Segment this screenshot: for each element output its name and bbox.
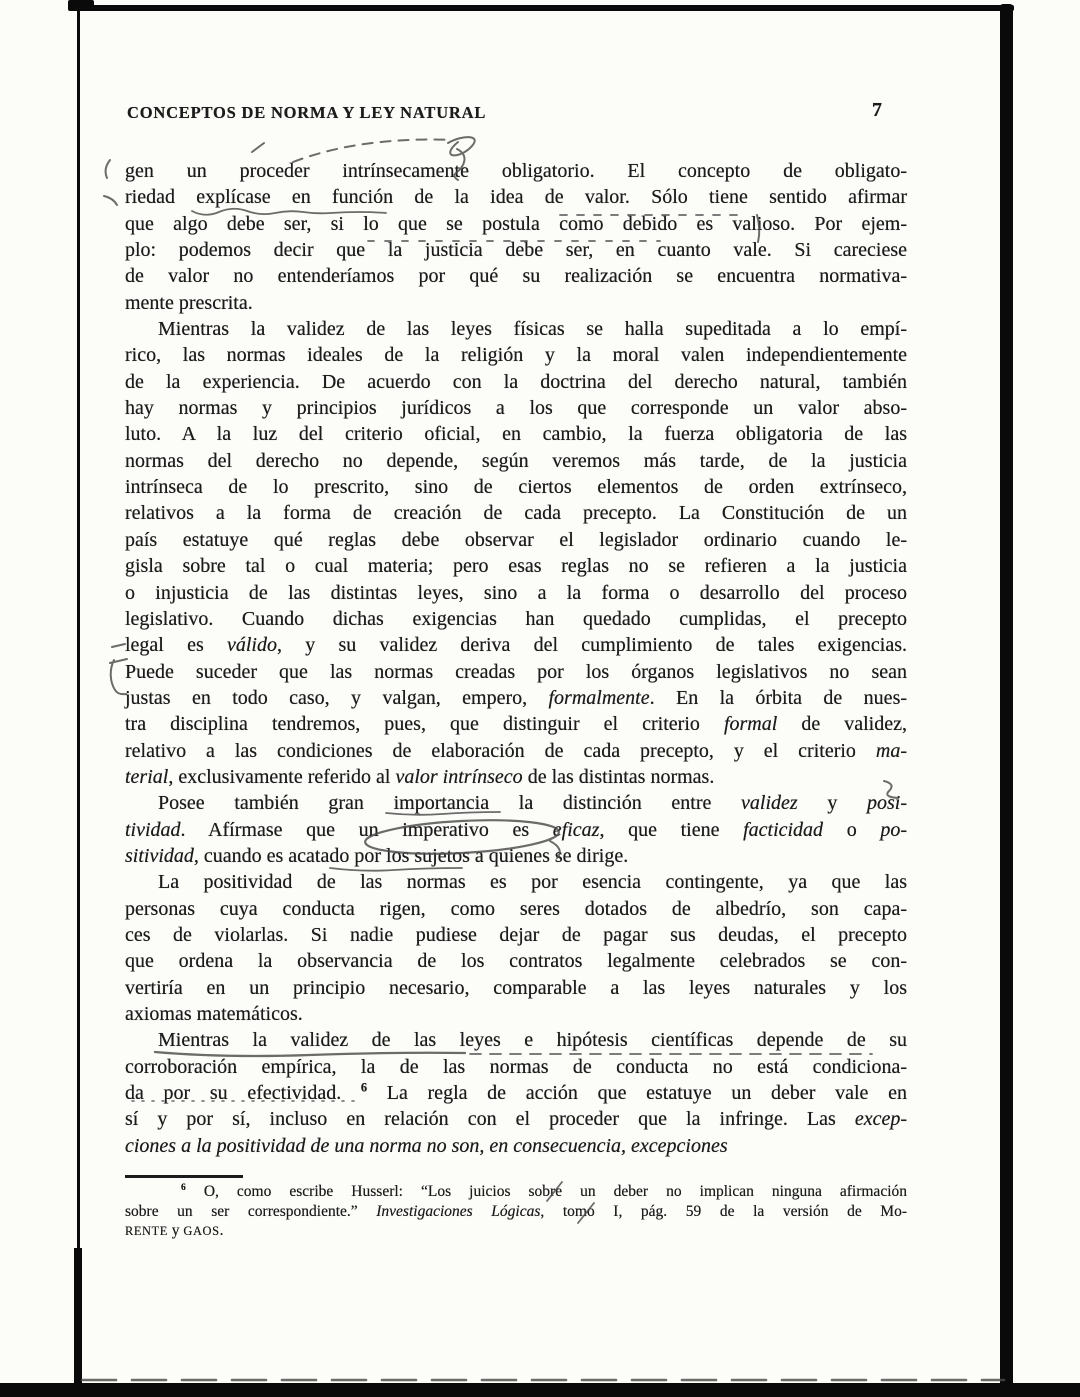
scan-edge-left: [77, 0, 80, 1397]
text-line: [125, 421, 907, 447]
text-segment: formalmente: [548, 686, 650, 709]
text-line: [125, 659, 907, 685]
text-segment: riedad explícase en función de la idea de valor. Sólo tiene sentido afirmar: [125, 186, 907, 209]
text-segment: país estatuye qué reglas debe observar el legislador ordinario cuando le-: [125, 528, 907, 551]
text-segment: corroboración empírica, la de las normas de conducta no está condiciona-: [125, 1055, 907, 1078]
text-segment: O, como escribe Husserl: “Los juicios sobre un deber no implican ninguna afirmación: [185, 1183, 907, 1200]
text-segment: y: [167, 1222, 184, 1240]
text-segment: hay normas y principios jurídicos a los que corresponde un valor abso-: [125, 397, 907, 420]
text-segment: axiomas matemáticos.: [125, 1003, 303, 1025]
scan-edge-top: [72, 5, 1014, 11]
text-line: [125, 1221, 907, 1241]
text-segment: relativos a la forma de creación de cada precepto. La Constitución de un: [125, 502, 907, 525]
text-segment: La positividad de las normas es por esencia contingente, ya que las: [158, 871, 907, 894]
text-line: [125, 1027, 907, 1053]
text-line: [125, 843, 907, 869]
running-header-title: CONCEPTOS DE NORMA Y LEY NATURAL: [127, 103, 487, 122]
text-line: [125, 580, 907, 606]
text-line: [125, 184, 907, 210]
text-segment: legal es: [125, 634, 227, 657]
text-segment: sobre un ser correspondiente.”: [125, 1202, 377, 1220]
page-number: 7: [872, 99, 882, 121]
text-segment: 6: [360, 1080, 368, 1095]
text-segment: justas en todo caso, y valgan, empero,: [125, 686, 549, 709]
text-segment: valor intrínseco: [395, 765, 523, 788]
text-segment: , y su validez deriva del cumplimiento de tales exigencias.: [276, 634, 907, 657]
text-segment: vertiría en un principio necesario, comparable a las leyes naturales y los: [125, 976, 907, 999]
text-segment: y: [797, 792, 867, 815]
text-segment: La regla de acción que estatuye un deber vale en: [367, 1082, 907, 1105]
text-line: [125, 1054, 907, 1080]
text-line: [125, 237, 907, 263]
text-segment: Mientras la validez de las leyes e hipótesis científicas depende de su: [158, 1029, 907, 1052]
text-segment: , exclusivamente referido al: [168, 765, 396, 788]
text-line: [125, 395, 907, 421]
footnote-block: [125, 1182, 907, 1241]
text-segment: terial: [125, 765, 169, 788]
text-segment: intrínseca de lo prescrito, sino de ciertos elementos de orden extrínseco,: [125, 476, 907, 499]
text-segment: tividad: [125, 818, 181, 841]
text-segment: gen un proceder intrínsecamente obligatorio. El concepto de obligato-: [125, 160, 907, 182]
text-line: [125, 500, 907, 526]
text-segment: que algo debe ser, si lo que se postula como debido es valioso. Por ejem-: [125, 212, 907, 235]
text-line: [125, 922, 907, 948]
text-segment: válido: [226, 634, 277, 657]
text-segment: legislativo. Cuando dichas exigencias han quedado cumplidas, el precepto: [125, 607, 907, 630]
text-segment: ces de violarlas. Si nadie pudiese dejar de pagar sus deudas, el precepto: [125, 923, 907, 946]
text-line: [125, 474, 907, 500]
text-line: [125, 448, 907, 474]
text-segment: tra disciplina tendremos, pues, que distinguir el criterio: [125, 713, 724, 736]
text-line: [125, 896, 907, 922]
text-segment: personas cuya conducta rigen, como seres dotados de albedrío, son capa-: [125, 897, 907, 920]
text-segment: .: [219, 1222, 224, 1240]
text-line: [125, 1080, 907, 1106]
text-segment: Investigaciones Lógicas: [376, 1202, 541, 1220]
text-segment: Puede suceder que las normas creadas por los órganos legislativos no sean: [125, 660, 907, 683]
text-segment: gisla sobre tal o cual materia; pero esas reglas no se refieren a la justicia: [125, 555, 907, 578]
text-segment: plo: podemos decir que la justicia debe ser, en cuanto vale. Si careciese: [125, 239, 907, 262]
text-line: [125, 158, 907, 184]
text-segment: , tomo I, pág. 59 de la versión de Mo-: [540, 1202, 907, 1220]
text-segment: validez: [741, 792, 798, 815]
text-segment: ma-: [875, 739, 907, 762]
text-line: [125, 738, 907, 764]
text-segment: de validez,: [777, 713, 907, 736]
text-segment: relativo a las condiciones de elaboración de cada precepto, y el criterio: [125, 739, 876, 762]
scan-edge-bottom: [0, 1383, 1080, 1397]
text-segment: posi-: [867, 792, 907, 815]
text-line: [125, 369, 907, 395]
text-segment: . En la órbita de nues-: [649, 686, 908, 709]
text-line: [125, 1106, 907, 1132]
text-segment: eficaz: [552, 818, 600, 841]
text-line: [125, 527, 907, 553]
text-segment: de la experiencia. De acuerdo con la doctrina del derecho natural, también: [125, 370, 907, 393]
text-segment: de las distintas normas.: [522, 765, 715, 788]
text-segment: RENTE: [125, 1224, 168, 1239]
text-segment: po-: [880, 818, 907, 841]
text-segment: , que tiene: [599, 818, 744, 841]
text-segment: da por su efectividad.: [125, 1082, 361, 1105]
text-segment: mente prescrita.: [125, 291, 253, 314]
text-line: [125, 290, 907, 316]
text-segment: o injusticia de las distintas leyes, sino a la forma o desarrollo del proceso: [125, 581, 907, 604]
text-segment: o: [823, 818, 881, 841]
text-segment: formal: [723, 713, 778, 736]
text-line: [125, 1133, 907, 1159]
text-segment: Posee también gran importancia la distinción entre: [158, 792, 742, 815]
text-segment: sí y por sí, incluso en relación con el proceder que la infringe. Las: [125, 1108, 855, 1131]
text-segment: sitividad: [125, 844, 194, 867]
text-line: [125, 817, 907, 843]
text-line: [125, 1001, 907, 1027]
text-segment: . Afírmase que un imperativo es: [180, 818, 553, 841]
text-segment: excep-: [854, 1108, 907, 1131]
text-line: [125, 342, 907, 368]
scan-edge-left-lower: [74, 1248, 82, 1397]
text-segment: facticidad: [743, 818, 824, 841]
text-segment: Mientras la validez de las leyes físicas se halla supeditada a lo empí-: [158, 318, 907, 341]
text-line: [125, 685, 907, 711]
text-segment: rico, las normas ideales de la religión y la moral valen independientemente: [125, 344, 907, 367]
text-segment: ciones a la positividad de una norma no son, en consecuencia, excepciones: [125, 1134, 728, 1157]
text-line: [125, 606, 907, 632]
text-line: [125, 263, 907, 289]
text-line: [125, 790, 907, 816]
text-segment: normas del derecho no depende, según veremos más tarde, de la justicia: [125, 449, 907, 472]
text-segment: luto. A la luz del criterio oficial, en cambio, la fuerza obligatoria de las: [125, 423, 907, 446]
text-line: [125, 869, 907, 895]
text-line: [125, 316, 907, 342]
footnote-rule: [125, 1175, 243, 1178]
scan-edge-right: [1000, 4, 1013, 1387]
text-line: [125, 711, 907, 737]
text-block: [125, 158, 907, 1159]
text-segment: 6: [181, 1181, 186, 1193]
text-line: [125, 211, 907, 237]
text-segment: , cuando es acatado por los sujetos a quienes se dirige.: [193, 844, 629, 867]
text-line: [125, 764, 907, 790]
text-line: [125, 1202, 907, 1222]
text-segment: que ordena la observancia de los contratos legalmente celebrados se con-: [125, 950, 907, 973]
text-line: [125, 553, 907, 579]
text-line: [125, 1182, 907, 1202]
text-line: [125, 948, 907, 974]
text-line: [125, 632, 907, 658]
text-line: [125, 975, 907, 1001]
text-segment: de valor no entenderíamos por qué su realización se encuentra normativa-: [125, 265, 907, 288]
text-segment: GAOS: [183, 1224, 220, 1239]
